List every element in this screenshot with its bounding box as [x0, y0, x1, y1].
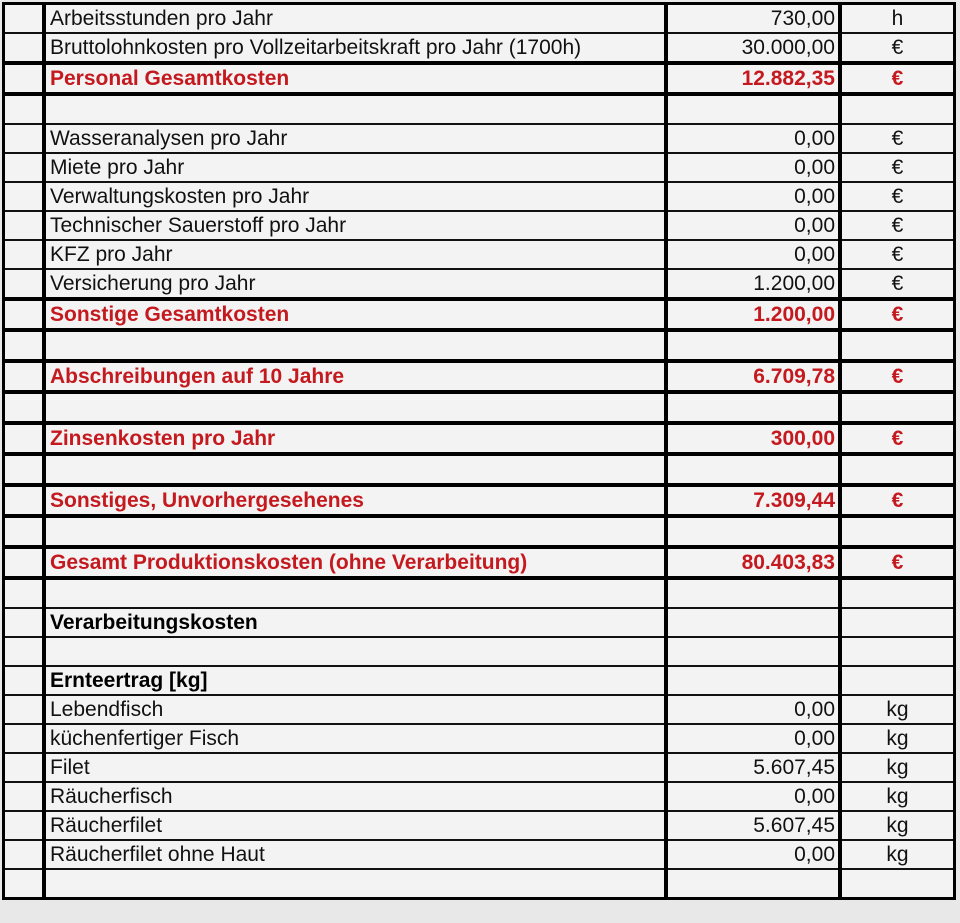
- value-cell[interactable]: [666, 454, 840, 485]
- label-cell[interactable]: [44, 516, 666, 547]
- row-marker-cell[interactable]: [5, 330, 44, 361]
- value-cell[interactable]: [666, 869, 840, 897]
- cost-table: [5, 5, 953, 897]
- total-row: [5, 547, 953, 578]
- row-marker-cell[interactable]: [5, 269, 44, 299]
- label-cell[interactable]: Sonstige Gesamtkosten: [44, 299, 666, 330]
- unit-cell[interactable]: [840, 608, 953, 637]
- label-cell[interactable]: Versicherung pro Jahr: [44, 269, 666, 299]
- table-row: [5, 724, 953, 753]
- label-cell[interactable]: Ernteertrag [kg]: [44, 666, 666, 695]
- value-cell[interactable]: [666, 392, 840, 423]
- row-marker-cell[interactable]: [5, 423, 44, 454]
- value-cell[interactable]: [666, 94, 840, 124]
- row-marker-cell[interactable]: [5, 392, 44, 423]
- table-row: [5, 182, 953, 211]
- unit-cell[interactable]: €: [840, 182, 953, 211]
- row-marker-cell[interactable]: [5, 578, 44, 608]
- value-cell[interactable]: 300,00: [666, 423, 840, 454]
- row-marker-cell[interactable]: [5, 782, 44, 811]
- unit-cell[interactable]: kg: [840, 811, 953, 840]
- unit-cell[interactable]: kg: [840, 753, 953, 782]
- label-cell[interactable]: Verarbeitungskosten: [44, 608, 666, 637]
- label-cell[interactable]: Abschreibungen auf 10 Jahre: [44, 361, 666, 392]
- value-cell[interactable]: 0,00: [666, 182, 840, 211]
- row-marker-cell[interactable]: [5, 153, 44, 182]
- value-cell[interactable]: 5.607,45: [666, 753, 840, 782]
- table-row: [5, 240, 953, 269]
- table-row: [5, 840, 953, 869]
- row-marker-cell[interactable]: [5, 124, 44, 153]
- value-cell[interactable]: [666, 637, 840, 666]
- table-row: [5, 695, 953, 724]
- label-cell[interactable]: [44, 392, 666, 423]
- unit-cell[interactable]: €: [840, 211, 953, 240]
- label-cell[interactable]: Sonstiges, Unvorhergesehenes: [44, 485, 666, 516]
- row-marker-cell[interactable]: [5, 33, 44, 63]
- value-cell[interactable]: 0,00: [666, 124, 840, 153]
- value-cell[interactable]: [666, 608, 840, 637]
- row-marker-cell[interactable]: [5, 63, 44, 94]
- unit-cell[interactable]: €: [840, 124, 953, 153]
- label-cell[interactable]: [44, 578, 666, 608]
- value-cell[interactable]: [666, 578, 840, 608]
- label-cell[interactable]: Lebendfisch: [44, 695, 666, 724]
- empty-row: [5, 94, 953, 124]
- unit-cell[interactable]: €: [840, 361, 953, 392]
- label-cell[interactable]: Arbeitsstunden pro Jahr: [44, 5, 666, 33]
- table-row: [5, 153, 953, 182]
- value-cell[interactable]: 1.200,00: [666, 269, 840, 299]
- value-cell[interactable]: 0,00: [666, 782, 840, 811]
- unit-cell[interactable]: €: [840, 423, 953, 454]
- spreadsheet: [2, 2, 956, 900]
- row-marker-cell[interactable]: [5, 695, 44, 724]
- row-marker-cell[interactable]: [5, 516, 44, 547]
- table-row: [5, 782, 953, 811]
- label-cell[interactable]: küchenfertiger Fisch: [44, 724, 666, 753]
- value-cell[interactable]: 0,00: [666, 695, 840, 724]
- label-cell[interactable]: Gesamt Produktionskosten (ohne Verarbeitung): [44, 547, 666, 578]
- value-cell[interactable]: 0,00: [666, 840, 840, 869]
- row-marker-cell[interactable]: [5, 608, 44, 637]
- row-marker-cell[interactable]: [5, 811, 44, 840]
- total-row: [5, 63, 953, 94]
- unit-cell[interactable]: [840, 666, 953, 695]
- label-cell[interactable]: Filet: [44, 753, 666, 782]
- unit-cell[interactable]: kg: [840, 724, 953, 753]
- total-row: [5, 299, 953, 330]
- total-row: [5, 361, 953, 392]
- empty-row: [5, 869, 953, 897]
- value-cell[interactable]: [666, 330, 840, 361]
- unit-cell[interactable]: kg: [840, 695, 953, 724]
- row-marker-cell[interactable]: [5, 182, 44, 211]
- row-marker-cell[interactable]: [5, 454, 44, 485]
- section-header-row: [5, 666, 953, 695]
- value-cell[interactable]: 0,00: [666, 724, 840, 753]
- table-row: [5, 811, 953, 840]
- label-cell[interactable]: Räucherfilet ohne Haut: [44, 840, 666, 869]
- unit-cell[interactable]: h: [840, 5, 953, 33]
- table-row: [5, 33, 953, 63]
- row-marker-cell[interactable]: [5, 211, 44, 240]
- label-cell[interactable]: Bruttolohnkosten pro Vollzeitarbeitskraft pro Jahr (1700h): [44, 33, 666, 63]
- label-cell[interactable]: [44, 330, 666, 361]
- label-cell[interactable]: Technischer Sauerstoff pro Jahr: [44, 211, 666, 240]
- label-cell[interactable]: [44, 637, 666, 666]
- row-marker-cell[interactable]: [5, 724, 44, 753]
- label-cell[interactable]: Räucherfilet: [44, 811, 666, 840]
- table-row: [5, 211, 953, 240]
- empty-row: [5, 454, 953, 485]
- value-cell[interactable]: 7.309,44: [666, 485, 840, 516]
- value-cell[interactable]: 0,00: [666, 211, 840, 240]
- unit-cell[interactable]: [840, 454, 953, 485]
- value-cell[interactable]: 0,00: [666, 240, 840, 269]
- label-cell[interactable]: Zinsenkosten pro Jahr: [44, 423, 666, 454]
- label-cell[interactable]: KFZ pro Jahr: [44, 240, 666, 269]
- label-cell[interactable]: [44, 454, 666, 485]
- unit-cell[interactable]: €: [840, 63, 953, 94]
- label-cell[interactable]: Räucherfisch: [44, 782, 666, 811]
- unit-cell[interactable]: kg: [840, 782, 953, 811]
- row-marker-cell[interactable]: [5, 637, 44, 666]
- unit-cell[interactable]: €: [840, 547, 953, 578]
- row-marker-cell[interactable]: [5, 753, 44, 782]
- section-header-row: [5, 608, 953, 637]
- unit-cell[interactable]: €: [840, 153, 953, 182]
- unit-cell[interactable]: €: [840, 299, 953, 330]
- unit-cell[interactable]: [840, 94, 953, 124]
- row-marker-cell[interactable]: [5, 485, 44, 516]
- row-marker-cell[interactable]: [5, 840, 44, 869]
- empty-row: [5, 330, 953, 361]
- empty-row: [5, 392, 953, 423]
- unit-cell[interactable]: [840, 578, 953, 608]
- row-marker-cell[interactable]: [5, 94, 44, 124]
- label-cell[interactable]: Miete pro Jahr: [44, 153, 666, 182]
- unit-cell[interactable]: [840, 637, 953, 666]
- row-marker-cell[interactable]: [5, 240, 44, 269]
- row-marker-cell[interactable]: [5, 666, 44, 695]
- row-marker-cell[interactable]: [5, 5, 44, 33]
- table-row: [5, 269, 953, 299]
- unit-cell[interactable]: €: [840, 485, 953, 516]
- unit-cell[interactable]: €: [840, 269, 953, 299]
- unit-cell[interactable]: €: [840, 33, 953, 63]
- label-cell[interactable]: Verwaltungskosten pro Jahr: [44, 182, 666, 211]
- empty-row: [5, 578, 953, 608]
- label-cell[interactable]: [44, 94, 666, 124]
- row-marker-cell[interactable]: [5, 299, 44, 330]
- label-cell[interactable]: [44, 869, 666, 897]
- table-row: [5, 124, 953, 153]
- table-row: [5, 5, 953, 33]
- value-cell[interactable]: [666, 516, 840, 547]
- value-cell[interactable]: 80.403,83: [666, 547, 840, 578]
- row-marker-cell[interactable]: [5, 869, 44, 897]
- total-row: [5, 485, 953, 516]
- unit-cell[interactable]: €: [840, 240, 953, 269]
- unit-cell[interactable]: [840, 516, 953, 547]
- label-cell[interactable]: Personal Gesamtkosten: [44, 63, 666, 94]
- row-marker-cell[interactable]: [5, 547, 44, 578]
- unit-cell[interactable]: [840, 869, 953, 897]
- value-cell[interactable]: 30.000,00: [666, 33, 840, 63]
- empty-row: [5, 516, 953, 547]
- label-cell[interactable]: Wasseranalysen pro Jahr: [44, 124, 666, 153]
- table-row: [5, 753, 953, 782]
- value-cell[interactable]: [666, 666, 840, 695]
- value-cell[interactable]: 0,00: [666, 153, 840, 182]
- value-cell[interactable]: 12.882,35: [666, 63, 840, 94]
- unit-cell[interactable]: [840, 392, 953, 423]
- unit-cell[interactable]: [840, 330, 953, 361]
- empty-row: [5, 637, 953, 666]
- value-cell[interactable]: 730,00: [666, 5, 840, 33]
- unit-cell[interactable]: kg: [840, 840, 953, 869]
- value-cell[interactable]: 5.607,45: [666, 811, 840, 840]
- value-cell[interactable]: 1.200,00: [666, 299, 840, 330]
- total-row: [5, 423, 953, 454]
- value-cell[interactable]: 6.709,78: [666, 361, 840, 392]
- row-marker-cell[interactable]: [5, 361, 44, 392]
